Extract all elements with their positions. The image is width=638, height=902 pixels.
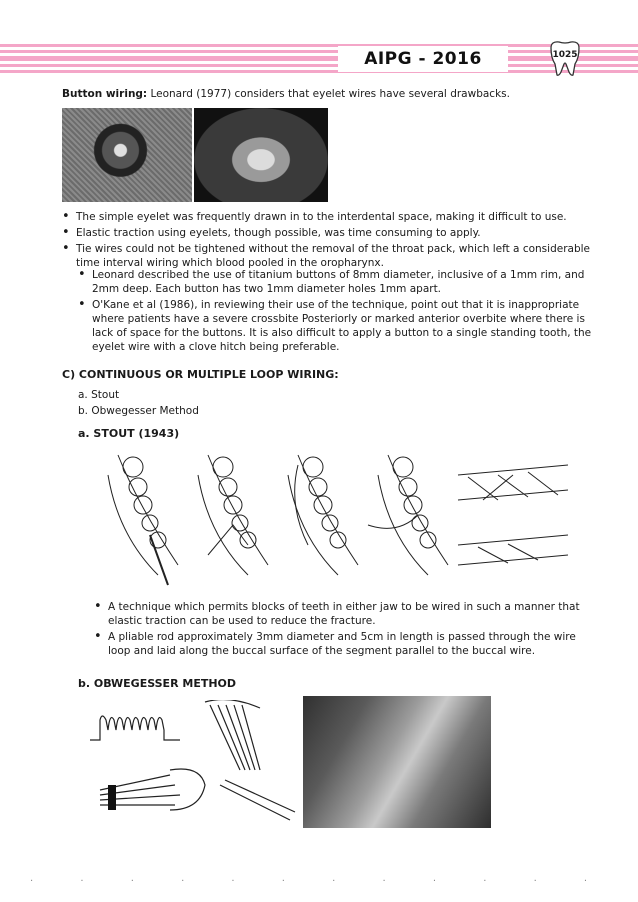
list-item: • Leonard described the use of titanium buttons of 8mm diameter, inclusive of a 1mm rim, and 2mm deep. Each button has two 1mm diameter holes 1mm apart. (78, 268, 592, 296)
button-wiring-bullets (62, 210, 592, 272)
obwegesser-photo (303, 696, 491, 828)
header-band (0, 44, 638, 74)
header-title: AIPG - 2016 (338, 46, 508, 72)
list-item: • Elastic traction using eyelets, though possible, was time consuming to apply. (62, 226, 592, 240)
stout-bullets (94, 600, 592, 660)
stout-heading: a. STOUT (1943) (78, 427, 180, 440)
mouth-button-photo (194, 108, 328, 202)
button-wiring-intro (62, 87, 582, 101)
list-item: • A technique which permits blocks of teeth in either jaw to be wired in such a manner that elastic traction can be used to reduce the fracture. (94, 600, 592, 628)
obwegesser-wire-illustration (90, 700, 300, 830)
section-c-item: b. Obwegesser Method (78, 405, 199, 417)
list-item: • O'Kane et al (1986), in reviewing their use of the technique, point out that it is inappropriate where patients have a severe crossbite Posteriorly or marked anterior overbite where there is lack of space for the buttons. It is also difficult to apply a button to a single standing tooth, the eyelet wire with a clove hitch being preferable. (78, 298, 592, 354)
button-photo (62, 108, 192, 202)
section-c-item: a. Stout (78, 389, 120, 401)
button-wiring-text: Leonard (1977) considers that eyelet wires have several drawbacks. (147, 88, 510, 100)
button-wiring-heading: Button wiring: (62, 88, 148, 100)
section-c-heading: C) CONTINUOUS OR MULTIPLE LOOP WIRING: (62, 368, 339, 381)
list-item: • A pliable rod approximately 3mm diameter and 5cm in length is passed through the wire loop and laid along the buccal surface of the segment parallel to the buccal wire. (94, 630, 592, 658)
button-wiring-sub-bullets (78, 268, 592, 356)
page-number: 1025 (552, 50, 578, 60)
list-item: • Tie wires could not be tightened without the removal of the throat pack, which left a considerable time interval wiring which blood pooled in the oropharynx. (62, 242, 592, 270)
obwegesser-heading: b. OBWEGESSER METHOD (78, 677, 237, 690)
list-item: • The simple eyelet was frequently drawn in to the interdental space, making it difficult to use. (62, 210, 592, 224)
stout-technique-illustration (88, 445, 588, 595)
page-footer-specks: · · · · · · · · · · · · (30, 876, 610, 887)
